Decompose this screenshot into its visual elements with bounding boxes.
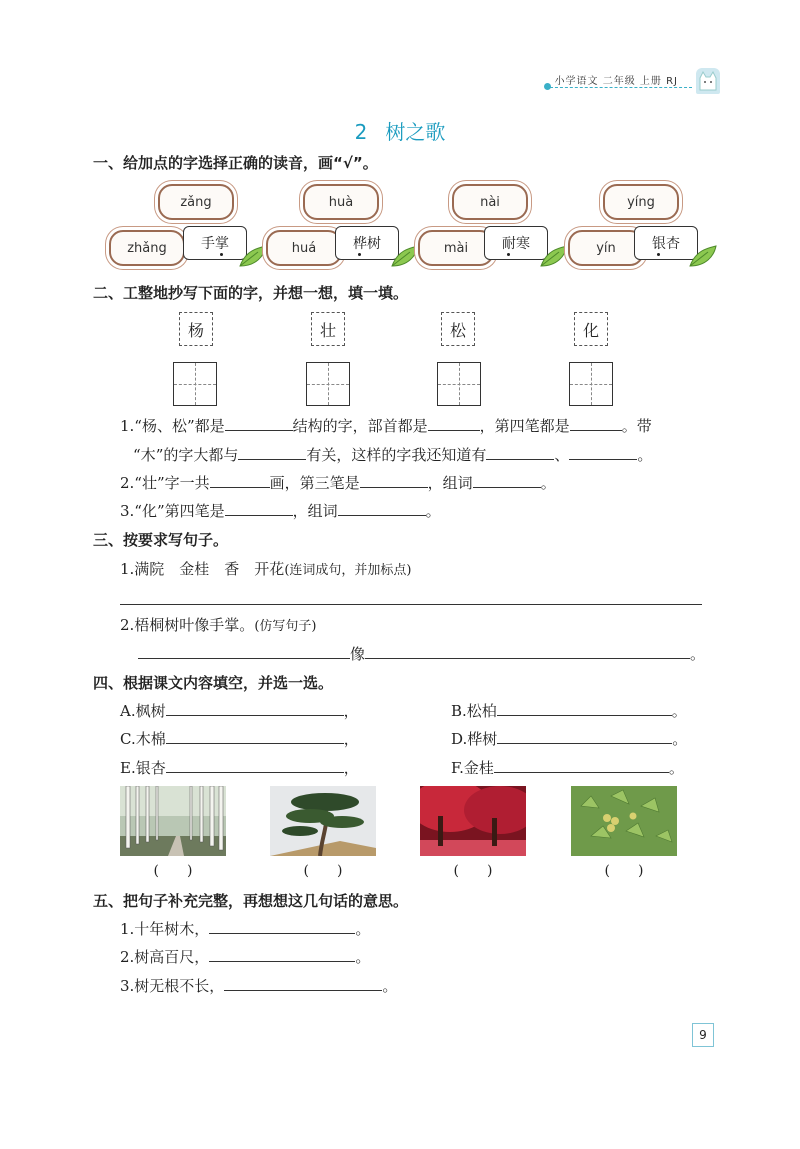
word-text: 桦树 <box>353 236 381 252</box>
fill-item <box>451 728 687 749</box>
leaf-icon <box>539 244 569 270</box>
emphasis-dot <box>220 253 223 256</box>
answer-blank[interactable] <box>225 501 293 516</box>
prompt-text: 。 <box>668 759 684 777</box>
answer-blank[interactable] <box>494 758 669 773</box>
birch-forest-photo <box>120 786 226 856</box>
ginkgo-leaves-photo <box>571 786 677 856</box>
model-character: 化 <box>574 312 608 346</box>
item-label: D.桦树 <box>451 730 498 748</box>
prompt-text: 结构的字，部首都是 <box>292 417 428 435</box>
question-2-1-line1 <box>120 415 652 436</box>
pinyin-exercise <box>0 180 800 275</box>
word-text: 耐寒 <box>502 236 530 252</box>
prompt-text: 、 <box>554 446 570 464</box>
answer-blank[interactable] <box>224 976 382 991</box>
answer-blank[interactable] <box>365 644 690 659</box>
prompt-text: 3.树无根不长， <box>120 977 225 995</box>
answer-blank[interactable] <box>166 758 344 773</box>
prompt-text: ，组词 <box>292 502 338 520</box>
model-character: 松 <box>441 312 475 346</box>
prompt-text: 。 <box>690 645 706 663</box>
question-2-1-line2 <box>133 444 652 465</box>
answer-blank[interactable] <box>497 701 672 716</box>
prompt-text: 1.满院 金桂 香 开花 <box>120 560 285 578</box>
writing-grid[interactable] <box>569 362 613 406</box>
prompt-text: 。带 <box>621 417 652 435</box>
radical-glyph: 木 <box>140 446 156 464</box>
item-label: C.木棉 <box>120 730 166 748</box>
answer-blank[interactable] <box>428 416 480 431</box>
prompt-text: 。 <box>355 920 371 938</box>
prompt-text: 。 <box>672 730 688 748</box>
item-label: E.银杏 <box>120 759 166 777</box>
item-label: A.枫树 <box>120 702 166 720</box>
fill-item <box>451 757 684 778</box>
leaf-icon <box>390 244 420 270</box>
answer-blank[interactable] <box>138 644 350 659</box>
answer-blank[interactable] <box>360 473 428 488</box>
prompt-text: ，第四笔都是 <box>479 417 570 435</box>
answer-parentheses[interactable]: ( ) <box>453 863 493 879</box>
writing-grid[interactable] <box>437 362 481 406</box>
prompt-text: ， <box>343 702 359 720</box>
header-text: 小学语文 二年级 上册 RJ <box>554 76 678 87</box>
question-2-2 <box>120 472 556 493</box>
lesson-number: 2 <box>354 120 368 144</box>
proverb-item <box>120 946 370 967</box>
running-header <box>520 68 720 98</box>
lesson-title <box>0 116 800 145</box>
word-text: 手掌 <box>201 236 229 252</box>
question-2-3 <box>120 500 441 521</box>
prompt-text: 有关，这样的字我还知道有 <box>306 446 487 464</box>
answer-parentheses[interactable]: ( ) <box>604 863 644 879</box>
maple-tree-photo <box>420 786 526 856</box>
prompt-text: 2.“壮”字一共 <box>120 474 210 492</box>
prompt-text: 。 <box>425 502 441 520</box>
pinyin-option-top[interactable]: huà <box>303 184 379 220</box>
question-3-2-answer <box>138 643 705 664</box>
proverb-item <box>120 918 370 939</box>
answer-blank[interactable] <box>497 729 672 744</box>
emphasis-dot <box>507 253 510 256</box>
prompt-text: 。 <box>540 474 556 492</box>
answer-blank[interactable] <box>473 473 541 488</box>
pinyin-option-bottom[interactable]: zhǎng <box>109 230 185 266</box>
question-3-1 <box>120 558 411 579</box>
prompt-text: “ <box>133 446 141 464</box>
answer-blank[interactable] <box>210 473 270 488</box>
pine-tree-photo <box>270 786 376 856</box>
item-label: F.金桂 <box>451 759 494 777</box>
fill-item <box>120 728 359 749</box>
section-2-heading: 二、工整地抄写下面的字，并想一想，填一填。 <box>93 284 409 302</box>
fill-item <box>120 757 359 778</box>
pinyin-option-bottom[interactable]: huá <box>266 230 342 266</box>
lesson-name: 树之歌 <box>385 120 446 144</box>
prompt-text: ，组词 <box>427 474 473 492</box>
model-character: 壮 <box>311 312 345 346</box>
page-number: 9 <box>692 1023 714 1047</box>
emphasis-dot <box>657 253 660 256</box>
writing-grid[interactable] <box>173 362 217 406</box>
answer-parentheses[interactable]: ( ) <box>153 863 193 879</box>
answer-blank[interactable] <box>486 445 554 460</box>
proverb-item <box>120 975 397 996</box>
prompt-text: 画，第三笔是 <box>269 474 360 492</box>
fill-item <box>451 700 687 721</box>
question-3-2 <box>120 614 316 635</box>
hint-text: (连词成句，并加标点) <box>284 563 412 578</box>
answer-blank[interactable] <box>166 701 344 716</box>
leaf-icon <box>238 244 268 270</box>
prompt-text: ， <box>343 730 359 748</box>
answer-blank[interactable] <box>338 501 426 516</box>
pinyin-option-top[interactable]: zǎng <box>158 184 234 220</box>
prompt-text: 2.梧桐树叶像手掌。 <box>120 616 255 634</box>
leaf-icon <box>688 244 718 270</box>
answer-blank[interactable] <box>570 416 622 431</box>
cat-badge-icon <box>696 68 720 94</box>
hint-text: (仿写句子) <box>254 619 317 634</box>
section-3-heading: 三、按要求写句子。 <box>93 531 229 549</box>
writing-grid[interactable] <box>306 362 350 406</box>
section-1-heading: 一、给加点的字选择正确的读音，画“√”。 <box>93 154 378 172</box>
prompt-text: 1.十年树木， <box>120 920 210 938</box>
prompt-text: 。 <box>355 948 371 966</box>
answer-blank[interactable] <box>209 919 355 934</box>
prompt-text: 2.树高百尺， <box>120 948 210 966</box>
prompt-text: 像 <box>350 645 366 663</box>
emphasis-dot <box>358 253 361 256</box>
answer-blank[interactable] <box>209 947 355 962</box>
prompt-text: 。 <box>382 977 398 995</box>
answer-blank[interactable] <box>225 416 293 431</box>
model-character: 杨 <box>179 312 213 346</box>
pinyin-option-top[interactable]: yíng <box>603 184 679 220</box>
answer-line[interactable] <box>120 590 702 605</box>
pinyin-option-top[interactable]: nài <box>452 184 528 220</box>
prompt-text: 。 <box>637 446 653 464</box>
item-label: B.松柏 <box>451 702 497 720</box>
header-divider <box>550 87 692 88</box>
prompt-text: 3.“化”第四笔是 <box>120 502 225 520</box>
word-text: 银杏 <box>652 236 680 252</box>
prompt-text: 1.“杨、松”都是 <box>120 417 225 435</box>
section-5-heading: 五、把句子补充完整，再想想这几句话的意思。 <box>93 892 409 910</box>
prompt-text: 。 <box>671 702 687 720</box>
answer-blank[interactable] <box>238 445 306 460</box>
answer-blank[interactable] <box>166 729 344 744</box>
section-4-heading: 四、根据课文内容填空，并选一选。 <box>93 674 334 692</box>
pinyin-option-bottom[interactable]: yín <box>568 230 644 266</box>
answer-parentheses[interactable]: ( ) <box>303 863 343 879</box>
prompt-text: ， <box>343 759 359 777</box>
answer-blank[interactable] <box>569 445 637 460</box>
prompt-text: ”的字大都与 <box>155 446 239 464</box>
pinyin-option-bottom[interactable]: mài <box>418 230 494 266</box>
fill-item <box>120 700 359 721</box>
